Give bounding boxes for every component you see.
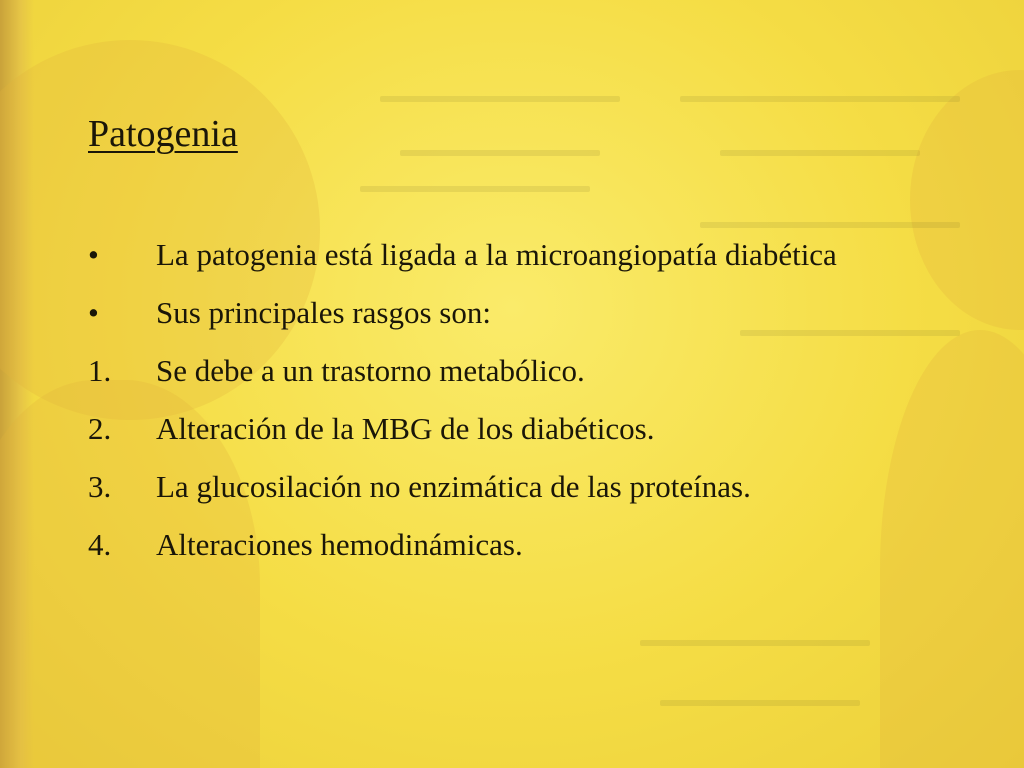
number-marker: 1. — [88, 353, 112, 388]
list-item-text: La glucosilación no enzimática de las proteínas. — [156, 469, 751, 504]
slide-title: Patogenia — [88, 113, 238, 155]
number-marker: 4. — [88, 527, 112, 562]
number-marker: 3. — [88, 469, 112, 504]
list-item — [88, 294, 968, 332]
bullet-marker: • — [88, 295, 99, 330]
list-item-text: Se debe a un trastorno metabólico. — [156, 353, 585, 388]
list-item-text: Alteración de la MBG de los diabéticos. — [156, 411, 655, 446]
list-item-text: La patogenia está ligada a la microangiopatía diabética — [156, 237, 837, 272]
list-item — [88, 468, 968, 506]
number-marker: 2. — [88, 411, 112, 446]
list-item — [88, 352, 968, 390]
content-list — [88, 236, 968, 584]
list-item-text: Sus principales rasgos son: — [156, 295, 491, 330]
list-item — [88, 236, 968, 274]
list-item-text: Alteraciones hemodinámicas. — [156, 527, 523, 562]
bullet-marker: • — [88, 237, 99, 272]
list-item — [88, 526, 968, 564]
list-item — [88, 410, 968, 448]
